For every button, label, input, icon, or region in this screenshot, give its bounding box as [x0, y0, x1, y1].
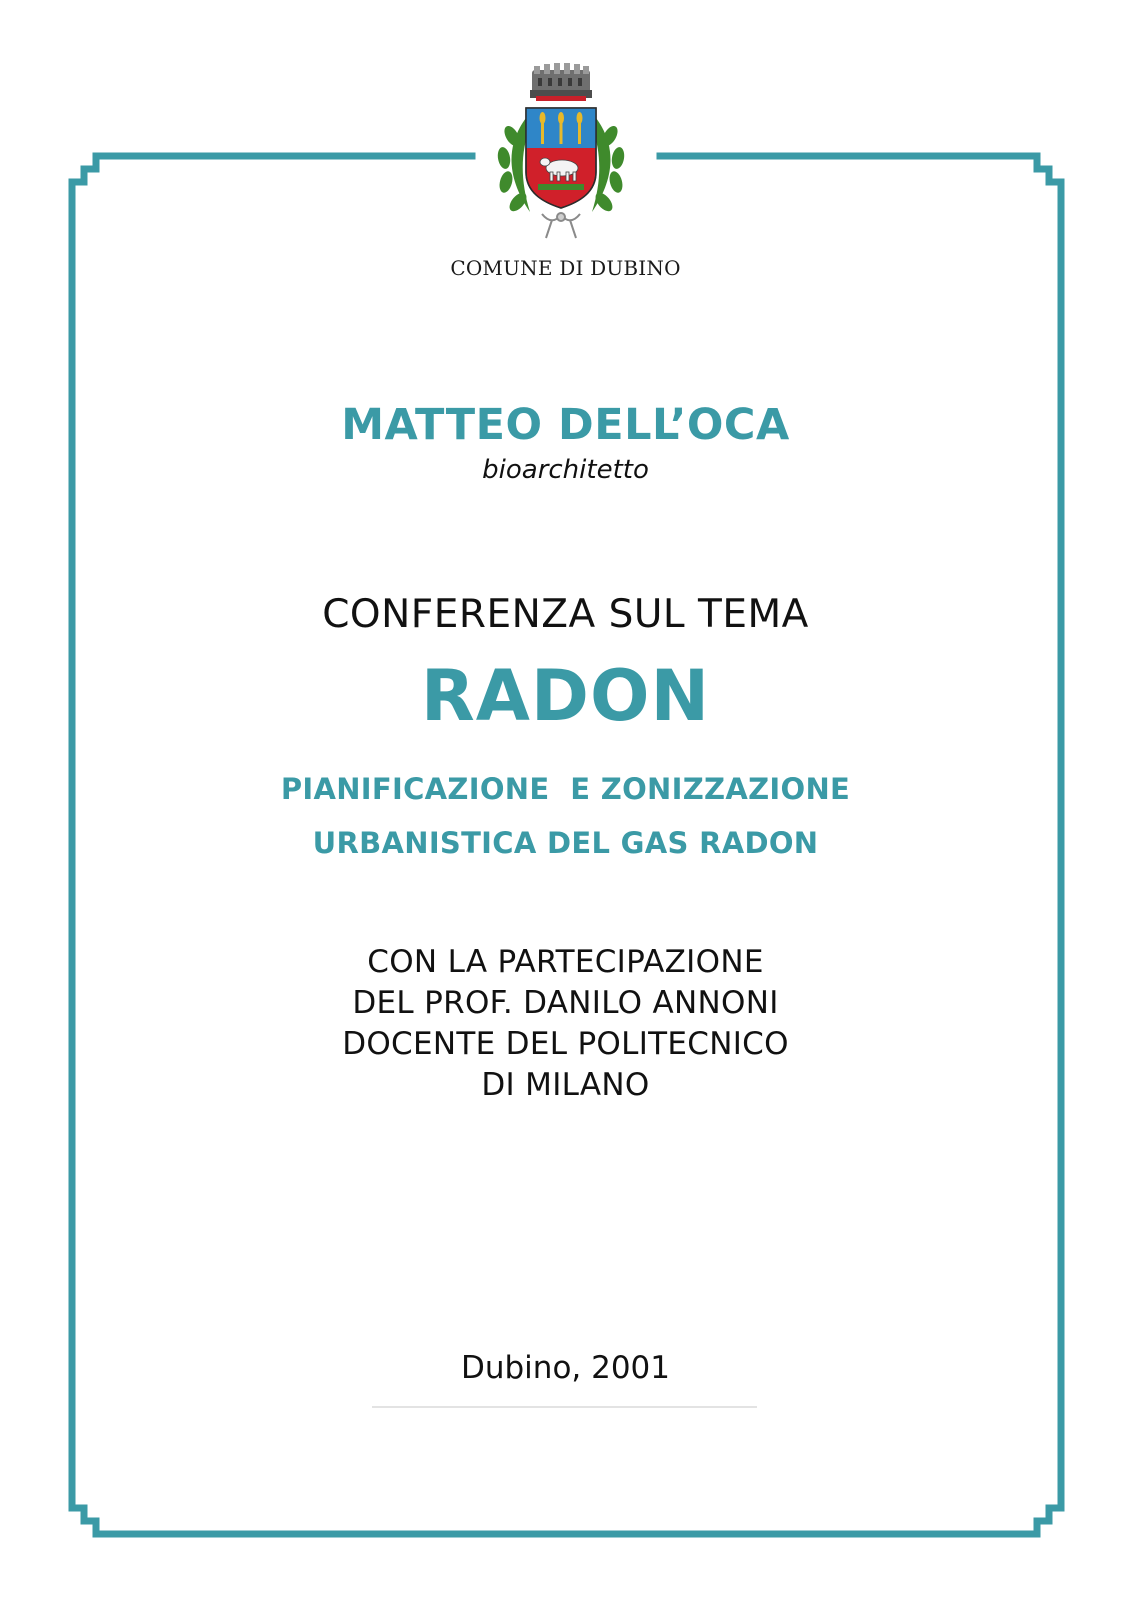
coat-of-arms-icon	[490, 62, 632, 242]
participation-line-2: DEL PROF. DANILO ANNONI	[352, 985, 779, 1021]
municipality-name: COMUNE DI DUBINO	[450, 256, 681, 280]
footer-divider	[372, 1406, 757, 1408]
place-date: Dubino, 2001	[460, 1350, 671, 1386]
participation-line-4: DI MILANO	[481, 1067, 650, 1103]
participation-line-3: DOCENTE DEL POLITECNICO	[342, 1026, 789, 1062]
participation-line-1: CON LA PARTECIPAZIONE	[367, 944, 764, 980]
author-name: MATTEO DELL’OCA	[341, 400, 790, 450]
conference-subtitle-line-1: PIANIFICAZIONE E ZONIZZAZIONE	[280, 772, 851, 806]
author-role: bioarchitetto	[482, 455, 649, 485]
crown-icon	[530, 63, 592, 101]
ribbon-icon	[542, 213, 580, 238]
shield-icon	[526, 108, 596, 208]
conference-subtitle-line-2: URBANISTICA DEL GAS RADON	[312, 826, 819, 860]
conference-topic: RADON	[420, 655, 711, 737]
conference-title: CONFERENZA SUL TEMA	[322, 592, 809, 637]
